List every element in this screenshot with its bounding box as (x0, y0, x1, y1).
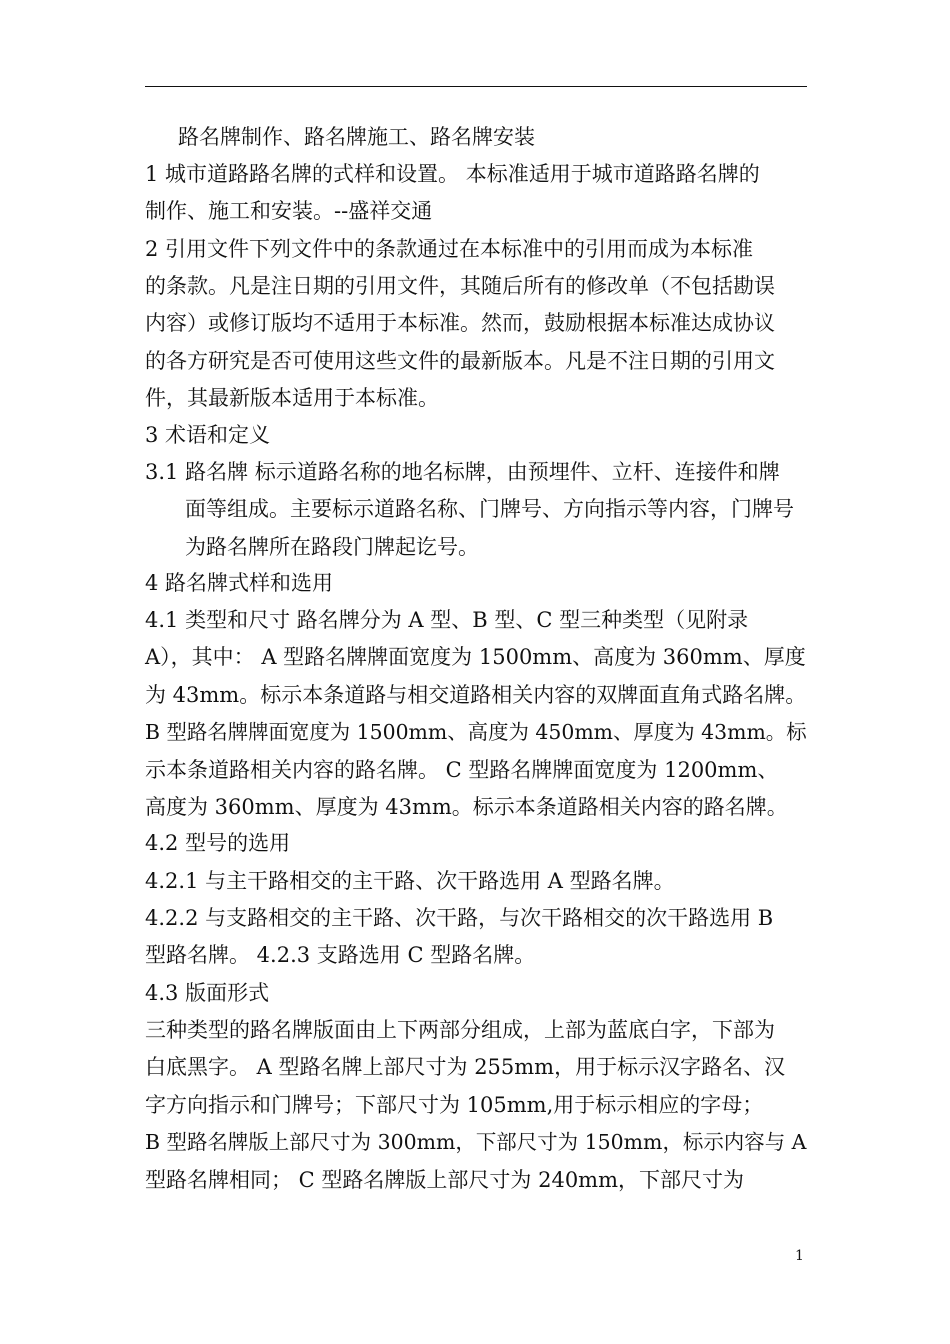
text-line: 示本条道路相关内容的路名牌。 C 型路名牌牌面宽度为 1200mm、 (145, 758, 779, 782)
text-line: 3 术语和定义 (145, 423, 271, 447)
text-line: 为路名牌所在路段门牌起讫号。 (185, 535, 479, 559)
text-line: B 型路名牌版上部尺寸为 300mm，下部尺寸为 150mm，标示内容与 A (145, 1130, 807, 1154)
text-line: 4.1 类型和尺寸 路名牌分为 A 型、B 型、C 型三种类型（见附录 (145, 608, 749, 632)
text-line: A），其中： A 型路名牌牌面宽度为 1500mm、高度为 360mm、厚度 (145, 645, 806, 669)
text-line: 4 路名牌式样和选用 (145, 571, 334, 595)
text-line: 面等组成。主要标示道路名称、门牌号、方向指示等内容，门牌号 (185, 497, 794, 521)
text-line: 制作、施工和安装。--盛祥交通 (145, 199, 433, 223)
text-line: 为 43mm。标示本条道路与相交道路相关内容的双牌面直角式路名牌。 (145, 683, 807, 707)
text-line: 字方向指示和门牌号；下部尺寸为 105mm,用于标示相应的字母； (145, 1093, 764, 1117)
text-line: 的条款。凡是注日期的引用文件，其随后所有的修改单（不包括勘误 (145, 274, 775, 298)
text-line: 4.2.2 与支路相交的主干路、次干路，与次干路相交的次干路选用 B (145, 906, 774, 930)
text-line: 型路名牌。 4.2.3 支路选用 C 型路名牌。 (145, 943, 536, 967)
header-rule (145, 86, 807, 87)
text-line: B 型路名牌牌面宽度为 1500mm、高度为 450mm、厚度为 43mm。标 (145, 720, 807, 744)
text-line: 型路名牌相同； C 型路名牌版上部尺寸为 240mm，下部尺寸为 (145, 1168, 745, 1192)
text-line: 4.3 版面形式 (145, 981, 270, 1005)
text-line: 4.2.1 与主干路相交的主干路、次干路选用 A 型路名牌。 (145, 869, 675, 893)
text-line: 内容）或修订版均不适用于本标准。然而，鼓励根据本标准达成协议 (145, 311, 775, 335)
text-line: 2 引用文件下列文件中的条款通过在本标准中的引用而成为本标准 (145, 237, 754, 261)
text-line: 件，其最新版本适用于本标准。 (145, 386, 439, 410)
page-number: 1 (795, 1248, 804, 1264)
text-line: 路名牌制作、路名牌施工、路名牌安装 (178, 125, 535, 149)
text-line: 4.2 型号的选用 (145, 831, 291, 855)
text-line: 三种类型的路名牌版面由上下两部分组成，上部为蓝底白字，下部为 (145, 1018, 775, 1042)
text-line: 1 城市道路路名牌的式样和设置。 本标准适用于城市道路路名牌的 (145, 162, 760, 186)
text-line: 高度为 360mm、厚度为 43mm。标示本条道路相关内容的路名牌。 (145, 795, 788, 819)
text-line: 白底黑字。 A 型路名牌上部尺寸为 255mm，用于标示汉字路名、汉 (145, 1055, 786, 1079)
text-line: 的各方研究是否可使用这些文件的最新版本。凡是不注日期的引用文 (145, 349, 775, 373)
text-line: 3.1 路名牌 标示道路名称的地名标牌，由预埋件、立杆、连接件和牌 (145, 460, 780, 484)
